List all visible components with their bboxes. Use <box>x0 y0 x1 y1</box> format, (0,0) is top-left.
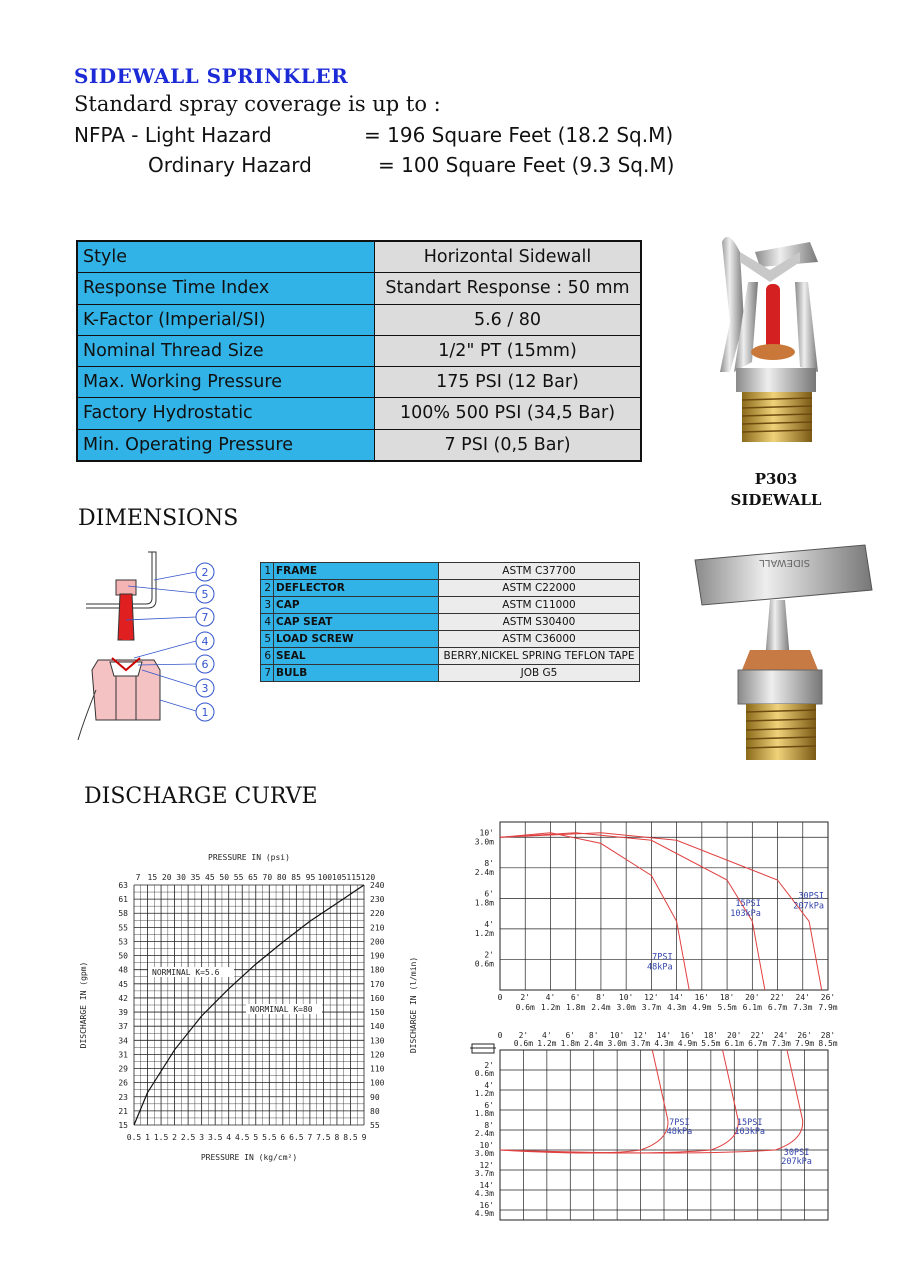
x-tick-ft: 6' <box>565 1031 576 1040</box>
y-tick-ft: 10' <box>479 1141 494 1150</box>
bottom-tick-label: 6.5 <box>289 1133 304 1142</box>
x-tick-ft: 24' <box>795 993 810 1002</box>
x-tick-m: 0.6m <box>513 1039 534 1048</box>
spec-value: 5.6 / 80 <box>375 304 642 335</box>
x-tick-ft: 20' <box>745 993 760 1002</box>
callout-number: 4 <box>201 635 209 648</box>
y-tick-ft: 12' <box>479 1161 494 1170</box>
top-tick-label: 15 <box>147 873 158 882</box>
curve-label-bottom: 103kPa <box>734 1127 766 1137</box>
x-tick-m: 1.8m <box>560 1039 580 1048</box>
x-tick-m: 3.7m <box>630 1039 651 1048</box>
left-tick-label: 29 <box>118 1064 128 1074</box>
spray-curve <box>500 1050 668 1153</box>
curve-label-bottom: 103kPa <box>730 909 761 919</box>
top-tick-label: 7 <box>135 873 141 882</box>
sprinkler-head-icon <box>470 1044 496 1053</box>
x-tick-m: 6.1m <box>742 1003 762 1012</box>
spec-key: Max. Working Pressure <box>77 367 375 398</box>
top-tick-label: 35 <box>190 873 201 882</box>
part-name: LOAD SCREW <box>274 631 439 648</box>
spec-key: Factory Hydrostatic <box>77 398 375 429</box>
right-tick-label: 80 <box>370 1106 380 1116</box>
part-name: CAP <box>274 597 439 614</box>
part-name: CAP SEAT <box>274 614 439 631</box>
right-tick-label: 90 <box>370 1092 380 1102</box>
left-tick-label: 55 <box>118 923 128 933</box>
curve-label-bottom: 48kPa <box>666 1127 693 1137</box>
right-tick-label: 160 <box>370 993 385 1003</box>
spec-row <box>77 241 641 273</box>
x-tick-m: 7.9m <box>818 1003 838 1012</box>
right-tick-label: 230 <box>370 895 385 905</box>
left-tick-label: 50 <box>118 951 128 961</box>
spray-curve <box>500 833 765 990</box>
top-tick-label: 105 <box>332 873 347 882</box>
x-tick-ft: 8' <box>588 1031 599 1040</box>
x-tick-m: 4.9m <box>677 1039 698 1048</box>
x-tick-ft: 22' <box>770 993 785 1002</box>
bottom-tick-label: 4.5 <box>235 1133 250 1142</box>
spray-curve <box>500 1050 738 1153</box>
bottom-tick-label: 8.5 <box>343 1133 358 1142</box>
y-tick-ft: 6' <box>484 889 494 899</box>
x-axis-label: PRESSURE IN (kg/cm²) <box>200 1153 298 1162</box>
callout-circles <box>192 560 222 730</box>
x-tick-ft: 18' <box>703 1031 719 1040</box>
right-tick-label: 130 <box>370 1036 385 1046</box>
x-tick-m: 6.1m <box>724 1039 744 1048</box>
plan-view-spray-chart <box>440 1028 840 1228</box>
part-number: 3 <box>261 597 274 614</box>
bottom-tick-label: 4 <box>226 1133 232 1142</box>
x-tick-m: 7.9m <box>794 1039 815 1048</box>
x-tick-m: 2.4m <box>591 1003 611 1012</box>
spec-value: 7 PSI (0,5 Bar) <box>375 429 642 461</box>
parts-row <box>261 648 640 665</box>
parts-row <box>261 614 640 631</box>
coverage-subtitle: Standard spray coverage is up to : <box>74 92 441 116</box>
left-tick-label: 48 <box>118 965 128 975</box>
parts-row <box>261 563 640 580</box>
bottom-tick-label: 0.5 <box>126 1133 142 1142</box>
y-axis-label: DISCHARGE IN (gpm) <box>79 961 88 1049</box>
y-tick-ft: 4' <box>484 1081 494 1090</box>
product-type: SIDEWALL <box>730 491 822 509</box>
spec-row <box>77 273 641 304</box>
part-material: ASTM C37700 <box>439 563 640 580</box>
left-tick-label: 23 <box>118 1092 128 1102</box>
coverage-label-light: NFPA - Light Hazard <box>74 123 272 147</box>
y-tick-m: 3.0m <box>474 837 494 847</box>
part-material: JOB G5 <box>439 665 640 682</box>
y-tick-m: 1.2m <box>474 1089 494 1098</box>
x-tick-m: 3.7m <box>641 1003 662 1012</box>
y-tick-m: 4.3m <box>474 1189 494 1198</box>
right-tick-label: 180 <box>370 965 385 975</box>
x-tick-ft: 4' <box>545 993 556 1002</box>
part-number: 2 <box>261 580 274 597</box>
left-tick-label: 34 <box>118 1036 128 1046</box>
spec-row <box>77 367 641 398</box>
part-material: ASTM C36000 <box>439 631 640 648</box>
bottom-tick-label: 5 <box>253 1133 259 1142</box>
left-tick-label: 37 <box>118 1022 128 1032</box>
x-tick-ft: 4' <box>542 1031 552 1040</box>
x-tick-ft: 2' <box>518 1031 529 1040</box>
discharge-chart <box>76 845 430 1175</box>
spec-key: Nominal Thread Size <box>77 335 375 366</box>
bottom-tick-label: 1.5 <box>153 1133 169 1142</box>
curve-label-top: 7PSI <box>652 952 673 963</box>
spec-key: Min. Operating Pressure <box>77 429 375 461</box>
top-tick-label: 50 <box>219 873 230 882</box>
y-tick-ft: 8' <box>484 1121 494 1130</box>
y-tick-m: 2.4m <box>474 1129 494 1138</box>
left-tick-label: 21 <box>118 1106 128 1116</box>
product-model: P303 <box>754 470 798 488</box>
part-material: BERRY,NICKEL SPRING TEFLON TAPE <box>439 648 640 665</box>
y-tick-m: 0.6m <box>474 1069 494 1078</box>
left-tick-label: 45 <box>118 979 128 989</box>
part-name: FRAME <box>274 563 439 580</box>
chart-title: PRESSURE IN (psi) <box>208 853 290 862</box>
x-tick-m: 3.0m <box>616 1003 636 1012</box>
right-tick-label: 100 <box>370 1078 385 1088</box>
right-tick-label: 55 <box>370 1121 380 1130</box>
spec-key: K-Factor (Imperial/SI) <box>77 304 375 335</box>
x-tick-ft: 16' <box>694 993 710 1002</box>
coverage-value-light: = 196 Square Feet (18.2 Sq.M) <box>364 123 674 147</box>
y-axis-label-right: DISCHARGE IN (l/min) <box>409 956 418 1054</box>
x-tick-ft: 0 <box>497 993 503 1002</box>
right-tick-label: 170 <box>370 979 385 989</box>
right-tick-label: 110 <box>370 1064 385 1074</box>
left-tick-label: 58 <box>118 909 128 919</box>
x-tick-ft: 2' <box>520 993 531 1002</box>
x-tick-ft: 6' <box>570 993 581 1002</box>
curve-label-bottom: 207kPa <box>793 901 824 912</box>
bottom-tick-label: 3.5 <box>207 1133 223 1142</box>
top-tick-label: 80 <box>276 873 287 882</box>
sprinkler-photo <box>700 222 850 462</box>
top-tick-label: 45 <box>205 873 215 882</box>
y-tick-m: 1.2m <box>474 928 494 938</box>
dimensions-heading: DIMENSIONS <box>78 506 239 531</box>
bottom-tick-label: 5.5 <box>262 1133 277 1142</box>
curve-label-bottom: 207kPa <box>781 1157 812 1167</box>
x-tick-m: 1.2m <box>540 1003 561 1012</box>
y-tick-m: 3.7m <box>474 1169 494 1178</box>
y-tick-ft: 8' <box>484 858 494 868</box>
x-tick-ft: 10' <box>618 993 634 1002</box>
callout-number: 7 <box>201 611 209 624</box>
top-tick-label: 70 <box>262 873 273 882</box>
x-tick-m: 6.7m <box>767 1003 788 1012</box>
left-tick-label: 31 <box>118 1050 128 1060</box>
callout-number: 6 <box>201 658 209 671</box>
right-tick-label: 210 <box>370 923 385 933</box>
y-tick-ft: 2' <box>484 1061 494 1070</box>
x-tick-ft: 14' <box>656 1031 672 1040</box>
y-tick-m: 1.8m <box>474 898 494 908</box>
x-tick-m: 1.8m <box>566 1003 586 1012</box>
right-tick-label: 120 <box>370 1050 385 1060</box>
top-tick-label: 95 <box>305 873 316 882</box>
spec-row <box>77 429 641 461</box>
top-tick-label: 20 <box>161 873 172 882</box>
x-tick-ft: 14' <box>669 993 684 1002</box>
parts-row <box>261 580 640 597</box>
part-material: ASTM C11000 <box>439 597 640 614</box>
x-tick-m: 4.3m <box>654 1039 674 1048</box>
x-tick-ft: 8' <box>596 993 606 1002</box>
y-tick-ft: 14' <box>479 1181 494 1190</box>
right-tick-label: 200 <box>370 937 385 947</box>
x-tick-m: 3.0m <box>607 1039 627 1048</box>
coverage-label-ordinary: Ordinary Hazard <box>148 153 312 177</box>
spec-key: Style <box>77 241 375 273</box>
right-tick-label: 140 <box>370 1022 385 1032</box>
parts-table <box>260 562 640 682</box>
top-tick-label: 120 <box>360 873 376 882</box>
bottom-tick-label: 7.5 <box>316 1133 331 1142</box>
y-tick-ft: 6' <box>484 1101 494 1110</box>
x-tick-ft: 16' <box>680 1031 695 1040</box>
spec-key: Response Time Index <box>77 273 375 304</box>
part-number: 6 <box>261 648 274 665</box>
x-tick-ft: 0 <box>497 1031 503 1040</box>
bottom-tick-label: 6 <box>280 1133 286 1142</box>
spec-value: Standart Response : 50 mm <box>375 273 642 304</box>
annotation-k80: NORMINAL K=80 <box>250 1005 313 1014</box>
specification-table <box>76 240 642 462</box>
left-tick-label: 61 <box>118 895 128 905</box>
top-tick-label: 85 <box>291 873 301 882</box>
callout-number: 1 <box>201 706 209 719</box>
bottom-tick-label: 1 <box>145 1133 150 1142</box>
spec-value: 1/2" PT (15mm) <box>375 335 642 366</box>
x-tick-m: 2.4m <box>584 1039 604 1048</box>
x-tick-ft: 20' <box>727 1031 742 1040</box>
x-tick-m: 7.3m <box>771 1039 791 1048</box>
x-tick-m: 8.5m <box>818 1039 838 1048</box>
bottom-tick-label: 2.5 <box>180 1133 196 1142</box>
top-tick-label: 65 <box>248 873 258 882</box>
y-tick-ft: 10' <box>479 828 494 838</box>
part-number: 7 <box>261 665 274 682</box>
curve-label-top: 30PSI <box>783 1148 810 1158</box>
parts-row <box>261 597 640 614</box>
x-tick-m: 0.6m <box>515 1003 535 1012</box>
discharge-heading: DISCHARGE CURVE <box>84 784 318 809</box>
curve-label-top: 7PSI <box>669 1118 690 1128</box>
y-tick-m: 0.6m <box>474 959 494 969</box>
part-material: ASTM S30400 <box>439 614 640 631</box>
spec-row <box>77 304 641 335</box>
part-name: BULB <box>274 665 439 682</box>
x-tick-m: 5.5m <box>701 1039 721 1048</box>
x-tick-ft: 12' <box>633 1031 648 1040</box>
deflector-text: SIDEWALL <box>759 557 810 568</box>
y-tick-m: 1.8m <box>474 1109 494 1118</box>
x-tick-m: 4.3m <box>666 1003 687 1012</box>
spray-curve <box>500 1050 803 1153</box>
part-material: ASTM C22000 <box>439 580 640 597</box>
x-tick-ft: 26' <box>797 1031 812 1040</box>
top-tick-label: 100 <box>317 873 333 882</box>
x-tick-m: 1.2m <box>537 1039 557 1048</box>
parts-row <box>261 631 640 648</box>
left-tick-label: 53 <box>118 937 128 947</box>
x-tick-m: 5.5m <box>717 1003 737 1012</box>
spec-value: 100% 500 PSI (34,5 Bar) <box>375 398 642 429</box>
bottom-tick-label: 3 <box>199 1133 205 1142</box>
x-tick-ft: 18' <box>719 993 735 1002</box>
callout-number: 5 <box>201 588 209 601</box>
coverage-value-ordinary: = 100 Square Feet (9.3 Sq.M) <box>378 153 675 177</box>
right-tick-label: 150 <box>370 1008 385 1018</box>
top-tick-label: 55 <box>233 873 244 882</box>
curve-label-bottom: 48kPa <box>647 962 673 973</box>
part-number: 1 <box>261 563 274 580</box>
left-tick-label: 42 <box>118 993 128 1003</box>
part-number: 4 <box>261 614 274 631</box>
x-tick-ft: 28' <box>820 1031 836 1040</box>
spec-row <box>77 335 641 366</box>
x-tick-m: 4.9m <box>692 1003 712 1012</box>
y-tick-m: 2.4m <box>474 867 494 877</box>
annotation-k56: NORMINAL K=5.6 <box>152 968 220 977</box>
part-name: SEAL <box>274 648 439 665</box>
bottom-tick-label: 7 <box>307 1133 313 1142</box>
top-tick-label: 30 <box>176 873 186 882</box>
spec-value: 175 PSI (12 Bar) <box>375 367 642 398</box>
callout-number: 3 <box>201 682 209 695</box>
spec-row <box>77 398 641 429</box>
bottom-tick-label: 8 <box>334 1133 340 1142</box>
callout-number: 2 <box>201 566 209 579</box>
x-tick-ft: 12' <box>644 993 659 1002</box>
curve-label-top: 15PSI <box>736 1118 763 1128</box>
y-tick-ft: 16' <box>479 1201 494 1210</box>
right-tick-label: 190 <box>370 951 385 961</box>
top-tick-label: 115 <box>346 873 361 882</box>
left-tick-label: 26 <box>118 1078 128 1088</box>
y-tick-m: 3.0m <box>474 1149 494 1158</box>
x-tick-ft: 22' <box>750 1031 765 1040</box>
left-tick-label: 63 <box>118 881 128 890</box>
left-tick-label: 39 <box>118 1008 128 1018</box>
sprinkler-deflector-photo <box>690 540 880 765</box>
x-tick-ft: 10' <box>609 1031 625 1040</box>
curve-label-top: 30PSI <box>798 891 824 902</box>
y-tick-ft: 4' <box>484 919 494 929</box>
x-tick-m: 6.7m <box>748 1039 768 1048</box>
x-tick-ft: 24' <box>773 1031 789 1040</box>
part-name: DEFLECTOR <box>274 580 439 597</box>
part-number: 5 <box>261 631 274 648</box>
y-tick-ft: 2' <box>484 950 494 960</box>
curve-label-top: 15PSI <box>735 899 761 909</box>
bottom-tick-label: 2 <box>172 1133 178 1142</box>
x-tick-m: 7.3m <box>793 1003 813 1012</box>
left-tick-label: 15 <box>118 1121 128 1130</box>
x-tick-ft: 26' <box>820 993 836 1002</box>
right-tick-label: 240 <box>370 881 385 890</box>
spec-value: Horizontal Sidewall <box>375 241 642 273</box>
parts-row <box>261 665 640 682</box>
page-title: SIDEWALL SPRINKLER <box>74 64 349 88</box>
y-tick-m: 4.9m <box>474 1209 494 1218</box>
right-tick-label: 220 <box>370 909 385 919</box>
bottom-tick-label: 9 <box>361 1133 367 1142</box>
side-view-spray-chart <box>440 818 840 1018</box>
